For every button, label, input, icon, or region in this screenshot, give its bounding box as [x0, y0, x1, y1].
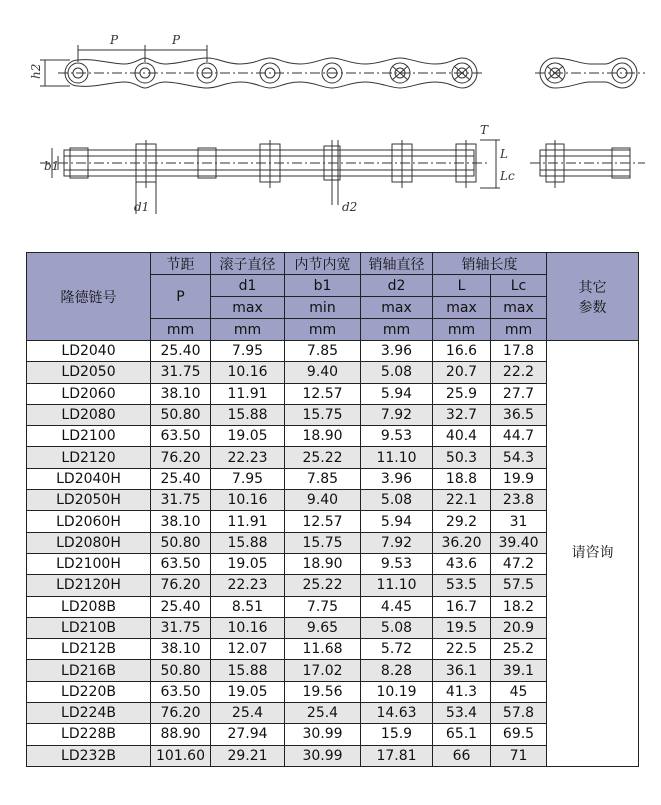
- unit-p: mm: [151, 319, 211, 341]
- chain-top-end-view: [530, 140, 645, 188]
- inner-width-cell: 9.65: [285, 617, 361, 638]
- model-cell: LD2080H: [27, 532, 151, 553]
- pin-length-l-cell: 41.3: [433, 681, 491, 702]
- pin-dia-cell: 14.63: [361, 703, 433, 724]
- pitch-cell: 25.40: [151, 596, 211, 617]
- roller-dia-cell: 19.05: [211, 553, 285, 574]
- unit-b1: mm: [285, 319, 361, 341]
- model-cell: LD208B: [27, 596, 151, 617]
- t-label: T: [480, 123, 489, 137]
- roller-dia-cell: 22.23: [211, 575, 285, 596]
- model-cell: LD2120H: [27, 575, 151, 596]
- pin-dia-cell: 5.94: [361, 383, 433, 404]
- pin-length-lc-cell: 45: [491, 681, 547, 702]
- inner-width-cell: 15.75: [285, 404, 361, 425]
- pitch-label-2: P: [172, 33, 181, 47]
- pin-length-lc-cell: 71: [491, 745, 547, 766]
- roller-dia-cell: 19.05: [211, 426, 285, 447]
- model-cell: LD2120: [27, 447, 151, 468]
- model-cell: LD2050: [27, 362, 151, 383]
- pin-length-l-cell: 53.4: [433, 703, 491, 724]
- model-cell: LD2100: [27, 426, 151, 447]
- h2-label: h2: [29, 63, 43, 79]
- chain-end-view: [535, 58, 645, 88]
- pin-length-header: 销轴长度: [433, 253, 547, 275]
- pin-dia-cell: 11.10: [361, 447, 433, 468]
- roller-dia-cell: 27.94: [211, 724, 285, 745]
- model-cell: LD220B: [27, 681, 151, 702]
- roller-dia-cell: 22.23: [211, 447, 285, 468]
- pin-length-l-cell: 29.2: [433, 511, 491, 532]
- inner-width-cell: 18.90: [285, 426, 361, 447]
- table-body: [27, 341, 639, 767]
- roller-dia-cell: 10.16: [211, 490, 285, 511]
- chain-top-view: [40, 140, 500, 214]
- pin-dia-cell: 5.72: [361, 639, 433, 660]
- pin-length-lc-cell: 22.2: [491, 362, 547, 383]
- lim-l: max: [433, 297, 491, 319]
- pin-length-l-cell: 16.6: [433, 341, 491, 362]
- pin-dia-cell: 4.45: [361, 596, 433, 617]
- pin-length-lc-cell: 18.2: [491, 596, 547, 617]
- pin-dia-cell: 7.92: [361, 404, 433, 425]
- pin-length-l-cell: 22.1: [433, 490, 491, 511]
- pin-length-lc-cell: 47.2: [491, 553, 547, 574]
- roller-dia-cell: 29.21: [211, 745, 285, 766]
- roller-dia-cell: 15.88: [211, 660, 285, 681]
- other-params-header: [547, 253, 639, 341]
- pin-dia-cell: 5.08: [361, 490, 433, 511]
- pin-dia-cell: 3.96: [361, 468, 433, 489]
- roller-dia-cell: 11.91: [211, 383, 285, 404]
- roller-dia-cell: 25.4: [211, 703, 285, 724]
- roller-dia-cell: 19.05: [211, 681, 285, 702]
- inner-width-cell: 12.57: [285, 511, 361, 532]
- other-header-line2: 参数: [578, 299, 607, 316]
- model-cell: LD210B: [27, 617, 151, 638]
- pin-dia-cell: 9.53: [361, 553, 433, 574]
- roller-dia-cell: 12.07: [211, 639, 285, 660]
- pin-length-lc-cell: 54.3: [491, 447, 547, 468]
- inner-width-header: 内节内宽: [285, 253, 361, 275]
- unit-lc: mm: [491, 319, 547, 341]
- pitch-cell: 31.75: [151, 490, 211, 511]
- other-params-cell: 请咨询: [547, 341, 639, 767]
- pitch-cell: 50.80: [151, 404, 211, 425]
- roller-dia-cell: 15.88: [211, 532, 285, 553]
- inner-width-cell: 30.99: [285, 724, 361, 745]
- pitch-cell: 63.50: [151, 681, 211, 702]
- pin-length-l-cell: 18.8: [433, 468, 491, 489]
- roller-dia-cell: 10.16: [211, 362, 285, 383]
- pin-length-lc-cell: 36.5: [491, 404, 547, 425]
- pitch-cell: 101.60: [151, 745, 211, 766]
- roller-dia-cell: 7.95: [211, 468, 285, 489]
- pitch-cell: 38.10: [151, 383, 211, 404]
- other-header-line1: 其它: [578, 279, 607, 296]
- inner-width-cell: 30.99: [285, 745, 361, 766]
- roller-dia-cell: 11.91: [211, 511, 285, 532]
- pin-length-lc-cell: 31: [491, 511, 547, 532]
- pin-length-l-cell: 50.3: [433, 447, 491, 468]
- inner-width-cell: 15.75: [285, 532, 361, 553]
- pin-length-l-cell: 25.9: [433, 383, 491, 404]
- unit-l: mm: [433, 319, 491, 341]
- sym-b1: b1: [285, 275, 361, 297]
- pin-length-l-cell: 16.7: [433, 596, 491, 617]
- pitch-cell: 63.50: [151, 553, 211, 574]
- pin-dia-cell: 9.53: [361, 426, 433, 447]
- roller-dia-cell: 15.88: [211, 404, 285, 425]
- inner-width-cell: 9.40: [285, 490, 361, 511]
- lim-d2: max: [361, 297, 433, 319]
- pin-length-lc-cell: 25.2: [491, 639, 547, 660]
- pitch-cell: 25.40: [151, 341, 211, 362]
- l-label: L: [500, 147, 508, 161]
- pin-length-l-cell: 32.7: [433, 404, 491, 425]
- pitch-cell: 50.80: [151, 660, 211, 681]
- pin-dia-cell: 5.08: [361, 362, 433, 383]
- pin-length-l-cell: 65.1: [433, 724, 491, 745]
- inner-width-cell: 19.56: [285, 681, 361, 702]
- pin-length-lc-cell: 57.5: [491, 575, 547, 596]
- lim-lc: max: [491, 297, 547, 319]
- pitch-cell: 76.20: [151, 447, 211, 468]
- pitch-cell: 38.10: [151, 511, 211, 532]
- pin-length-lc-cell: 23.8: [491, 490, 547, 511]
- inner-width-cell: 9.40: [285, 362, 361, 383]
- pin-length-lc-cell: 44.7: [491, 426, 547, 447]
- lc-label: Lc: [500, 169, 515, 183]
- pin-length-lc-cell: 57.8: [491, 703, 547, 724]
- pitch-cell: 76.20: [151, 703, 211, 724]
- pin-length-lc-cell: 69.5: [491, 724, 547, 745]
- pin-dia-cell: 5.08: [361, 617, 433, 638]
- pin-length-l-cell: 53.5: [433, 575, 491, 596]
- pin-length-lc-cell: 19.9: [491, 468, 547, 489]
- model-cell: LD216B: [27, 660, 151, 681]
- model-cell: LD2040: [27, 341, 151, 362]
- sym-p: P: [151, 275, 211, 319]
- inner-width-cell: 18.90: [285, 553, 361, 574]
- chain-spec-table: [26, 252, 639, 767]
- pin-length-l-cell: 40.4: [433, 426, 491, 447]
- pin-length-l-cell: 20.7: [433, 362, 491, 383]
- d2-label: d2: [342, 200, 358, 214]
- pin-length-l-cell: 36.1: [433, 660, 491, 681]
- sym-d1: d1: [211, 275, 285, 297]
- inner-width-cell: 12.57: [285, 383, 361, 404]
- pitch-cell: 88.90: [151, 724, 211, 745]
- sym-d2: d2: [361, 275, 433, 297]
- pitch-header: 节距: [151, 253, 211, 275]
- pin-dia-cell: 15.9: [361, 724, 433, 745]
- model-cell: LD2050H: [27, 490, 151, 511]
- model-cell: LD212B: [27, 639, 151, 660]
- inner-width-cell: 25.4: [285, 703, 361, 724]
- model-cell: LD2060: [27, 383, 151, 404]
- inner-width-cell: 17.02: [285, 660, 361, 681]
- inner-width-cell: 7.85: [285, 468, 361, 489]
- sym-lc: Lc: [491, 275, 547, 297]
- pin-length-l-cell: 36.20: [433, 532, 491, 553]
- sym-l: L: [433, 275, 491, 297]
- inner-width-cell: 11.68: [285, 639, 361, 660]
- inner-width-cell: 7.75: [285, 596, 361, 617]
- pin-length-l-cell: 66: [433, 745, 491, 766]
- b1-label: b1: [44, 159, 60, 173]
- roller-dia-cell: 10.16: [211, 617, 285, 638]
- roller-dia-cell: 8.51: [211, 596, 285, 617]
- model-cell: LD232B: [27, 745, 151, 766]
- lim-d1: max: [211, 297, 285, 319]
- model-cell: LD2040H: [27, 468, 151, 489]
- pin-dia-cell: 11.10: [361, 575, 433, 596]
- pitch-label-1: P: [110, 33, 119, 47]
- chain-front-view: [40, 45, 485, 88]
- pitch-cell: 38.10: [151, 639, 211, 660]
- inner-width-cell: 25.22: [285, 575, 361, 596]
- pin-length-lc-cell: 27.7: [491, 383, 547, 404]
- model-cell: LD2100H: [27, 553, 151, 574]
- model-cell: LD228B: [27, 724, 151, 745]
- unit-d1: mm: [211, 319, 285, 341]
- unit-d2: mm: [361, 319, 433, 341]
- pin-dia-cell: 5.94: [361, 511, 433, 532]
- model-header: 隆德链号: [27, 253, 151, 341]
- pitch-cell: 63.50: [151, 426, 211, 447]
- pin-length-l-cell: 43.6: [433, 553, 491, 574]
- pin-dia-cell: 7.92: [361, 532, 433, 553]
- pitch-cell: 31.75: [151, 362, 211, 383]
- inner-width-cell: 7.85: [285, 341, 361, 362]
- model-cell: LD2060H: [27, 511, 151, 532]
- pitch-cell: 76.20: [151, 575, 211, 596]
- d1-label: d1: [134, 200, 150, 214]
- pin-length-lc-cell: 39.1: [491, 660, 547, 681]
- lim-b1: min: [285, 297, 361, 319]
- pin-length-lc-cell: 20.9: [491, 617, 547, 638]
- pitch-cell: 31.75: [151, 617, 211, 638]
- inner-width-cell: 25.22: [285, 447, 361, 468]
- pin-length-l-cell: 22.5: [433, 639, 491, 660]
- pin-dia-header: 销轴直径: [361, 253, 433, 275]
- pin-dia-cell: 3.96: [361, 341, 433, 362]
- model-cell: LD2080: [27, 404, 151, 425]
- model-cell: LD224B: [27, 703, 151, 724]
- table-row: [27, 341, 639, 362]
- pin-dia-cell: 8.28: [361, 660, 433, 681]
- pin-dia-cell: 17.81: [361, 745, 433, 766]
- pin-length-l-cell: 19.5: [433, 617, 491, 638]
- table-header: [27, 253, 639, 341]
- roller-dia-header: 滚子直径: [211, 253, 285, 275]
- pin-dia-cell: 10.19: [361, 681, 433, 702]
- pitch-cell: 25.40: [151, 468, 211, 489]
- pin-length-lc-cell: 39.40: [491, 532, 547, 553]
- roller-dia-cell: 7.95: [211, 341, 285, 362]
- chain-drawings: [0, 0, 661, 240]
- pin-length-lc-cell: 17.8: [491, 341, 547, 362]
- pitch-cell: 50.80: [151, 532, 211, 553]
